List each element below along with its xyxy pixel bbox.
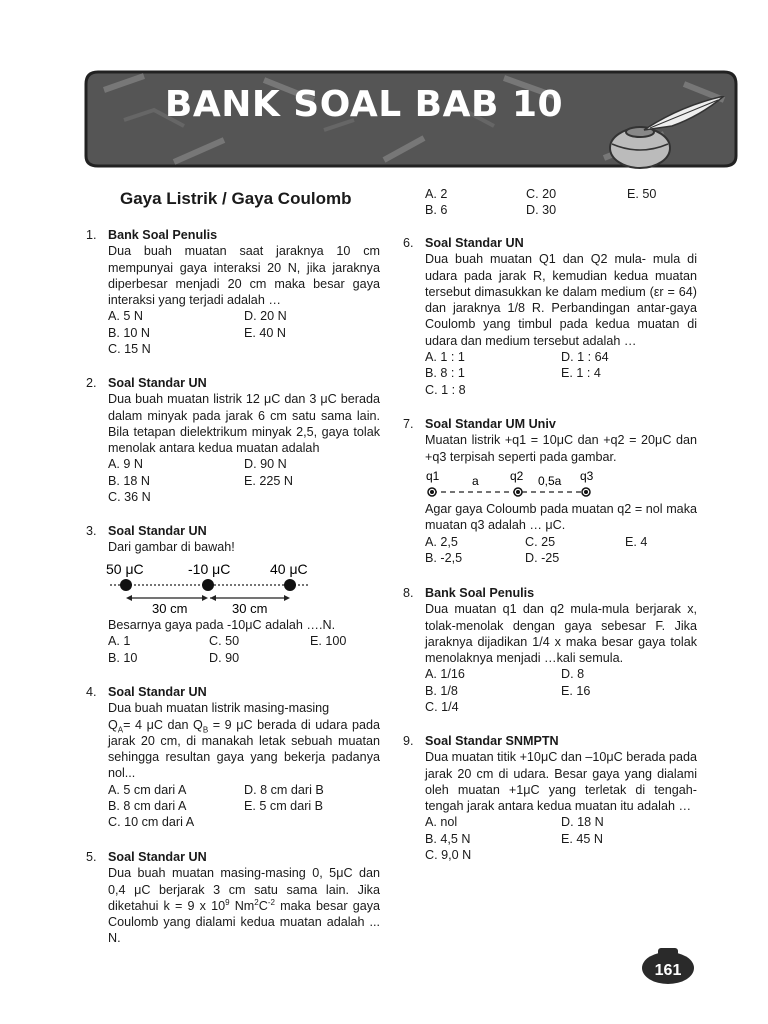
option: D. -25	[525, 550, 560, 565]
option: C. 25	[525, 534, 556, 549]
option: B. 8 : 1	[425, 366, 465, 381]
page-number-badge	[636, 946, 698, 986]
question-text: $Q_A= 4$ μC dan $Q_B = 9$ μC berada di udara pada jarak 20 cm, di manakah letak sebuah muatan sehingga resultan gaya yang bekerja padanya nol...	[108, 717, 381, 781]
question-text: Dua buah muatan listrik 12 μC dan 3 μC berada dalam minyak pada jarak 6 cm satu sama lain. Bila tetapan dielektrikum minyak 2,5, gaya tolak menolak antara kedua muatan adalah	[108, 392, 380, 456]
option: B. 18 N	[108, 473, 150, 488]
option: D. 90 N	[244, 457, 287, 472]
question-3-body	[108, 617, 380, 666]
option: A. 1 : 1	[425, 350, 465, 365]
option: C. 15 N	[108, 342, 151, 357]
option: E. 50	[627, 187, 657, 201]
charge-dot	[284, 579, 296, 591]
answer-options	[108, 633, 380, 666]
answer-options	[108, 782, 380, 831]
svg-text:q3: q3	[580, 469, 594, 483]
question-number: 9.	[403, 734, 414, 748]
distance-label: 30 cm	[232, 601, 268, 616]
question-text: Besarnya gaya pada -10μC adalah ….N.	[108, 618, 336, 632]
question-source: Soal Standar UN	[108, 376, 207, 390]
option: E. 4	[625, 534, 648, 549]
option: B. 1/8	[425, 683, 458, 698]
charge-dot	[202, 579, 214, 591]
question-3	[86, 523, 380, 556]
question-text: Dua muatan q1 dan q2 mula-mula berjarak x, tolak-menolak dengan gaya sebesar F. Jika jaraknya dijadikan 1/4 x maka besar gaya tolak menolaknya menjadi …kali semula.	[425, 602, 697, 666]
question-number: 4.	[86, 685, 97, 699]
option: B. 10 N	[108, 325, 150, 340]
option: A. 9 N	[108, 457, 143, 472]
question-9	[403, 733, 697, 863]
question-source: Soal Standar UN	[425, 236, 524, 250]
question-text: Muatan listrik +q1 = 10μC dan +q2 = 20μC dan +q3 terpisah seperti pada gambar.	[425, 433, 697, 464]
option: D. 90	[209, 650, 240, 665]
option: D. 8 cm dari B	[244, 782, 324, 797]
charge-label: -10 μC	[188, 561, 231, 577]
answer-options	[108, 456, 380, 505]
charge-label: 40 μC	[270, 561, 308, 577]
question-text: Agar gaya Coloumb pada muatan q2 = nol maka muatan q3 adalah … μC.	[425, 502, 697, 533]
question-number: 3.	[86, 524, 97, 538]
answer-options	[108, 308, 380, 357]
option: D. 1 : 64	[561, 350, 609, 365]
question-source: Soal Standar UN	[108, 850, 207, 864]
option: C. 1 : 8	[425, 382, 466, 397]
question-text: Dua buah muatan masing-masing 0, 5μC dan 0,4 μC berjarak 3 cm satu sama lain. Jika diketahui k = 9 x $10^9$ $Nm^2C^{-2}$ maka besar gaya Coulomb yang dialami kedua muatan adalah ... N.	[108, 866, 381, 946]
question-number: 6.	[403, 236, 414, 250]
option: E. 40 N	[244, 325, 286, 340]
page-title: BANK SOAL BAB 10	[164, 84, 564, 125]
option: E. 45 N	[561, 831, 603, 846]
option: B. 8 cm dari A	[108, 799, 187, 814]
charge-line-diagram	[420, 468, 610, 500]
option: B. -2,5	[425, 550, 463, 565]
answer-options	[425, 666, 697, 715]
question-number: 8.	[403, 586, 414, 600]
option: D. 20 N	[244, 309, 287, 324]
question-source: Soal Standar UN	[108, 524, 207, 538]
svg-text:a: a	[472, 474, 479, 488]
option: A. 1/16	[425, 667, 465, 682]
question-number: 2.	[86, 376, 97, 390]
option: E. 16	[561, 683, 591, 698]
option: D. 30	[526, 203, 557, 218]
question-source: Soal Standar SNMPTN	[425, 734, 559, 748]
option: A. 2,5	[425, 534, 458, 549]
question-7-body	[425, 501, 697, 566]
answer-options	[425, 534, 697, 567]
question-number: 7.	[403, 417, 414, 431]
option: A. nol	[425, 815, 458, 830]
page-number: 161	[654, 962, 682, 979]
question-text: Dua buah muatan Q1 dan Q2 mula- mula di udara pada jarak R, kemudian kedua muatan tersebut dimasukkan ke dalam medium (εr = 64) dan jaraknya 1/8 R. Perbandingan antar-gaya Coulomb yang timbul pada kedua muatan di udara dan medium tersebut adalah …	[425, 252, 697, 348]
question-1	[86, 227, 380, 357]
question-source: Soal Standar UM Univ	[425, 417, 556, 431]
question-text: Dua buah muatan listrik masing-masing	[108, 701, 330, 716]
question-6	[403, 235, 697, 398]
question-text: Dua muatan titik +10μC dan –10μC berada pada jarak 20 cm di udara. Besar gaya yang dialami oleh muatan +1μC yang terletak di tengah-tengah jarak antara kedua muatan itu adalah …	[425, 750, 697, 814]
option: E. 5 cm dari B	[244, 799, 324, 814]
svg-text:q1: q1	[426, 469, 440, 483]
option: B. 4,5 N	[425, 831, 471, 846]
option: C. 1/4	[425, 700, 459, 715]
option: C. 50	[209, 634, 240, 649]
charge-label: 50 μC	[106, 561, 144, 577]
distance-label: 30 cm	[152, 601, 188, 616]
charge-diagram	[104, 560, 324, 618]
option: A. 5 N	[108, 309, 143, 324]
option: E. 225 N	[244, 473, 294, 488]
option: C. 36 N	[108, 490, 151, 505]
answer-options	[425, 349, 697, 398]
section-title: Gaya Listrik / Gaya Coulomb	[120, 189, 352, 208]
question-source: Soal Standar UN	[108, 685, 207, 699]
question-number: 5.	[86, 850, 97, 864]
svg-text:q2: q2	[510, 469, 524, 483]
option: C. 10 cm dari A	[108, 815, 195, 830]
option: B. 6	[425, 203, 448, 218]
option: A. 1	[108, 634, 131, 649]
option: D. 18 N	[561, 815, 604, 830]
option: A. 5 cm dari A	[108, 782, 187, 797]
option: B. 10	[108, 650, 138, 665]
question-intro: Dari gambar di bawah!	[108, 540, 235, 555]
question-source: Bank Soal Penulis	[108, 228, 218, 242]
question-4	[86, 684, 381, 831]
option: E. 100	[310, 634, 347, 649]
charge-dot	[120, 579, 132, 591]
question-text: Dua buah muatan saat jaraknya 10 cm mempunyai gaya interaksi 20 N, jika jaraknya diperbesar menjadi 20 cm maka besar gaya interaksi yang terjadi adalah …	[108, 244, 380, 308]
question-5-options	[425, 186, 705, 219]
option: C. 20	[526, 187, 557, 201]
answer-options	[425, 186, 705, 219]
option: C. 9,0 N	[425, 848, 472, 863]
question-source: Bank Soal Penulis	[425, 586, 535, 600]
question-7	[403, 416, 697, 465]
option: E. 1 : 4	[561, 366, 601, 381]
question-number: 1.	[86, 228, 97, 242]
answer-options	[425, 814, 697, 863]
question-2	[86, 375, 380, 505]
question-8	[403, 585, 697, 715]
option: D. 8	[561, 667, 585, 682]
question-5	[86, 849, 381, 947]
option: A. 2	[425, 187, 448, 201]
svg-text:0,5a: 0,5a	[538, 474, 562, 488]
